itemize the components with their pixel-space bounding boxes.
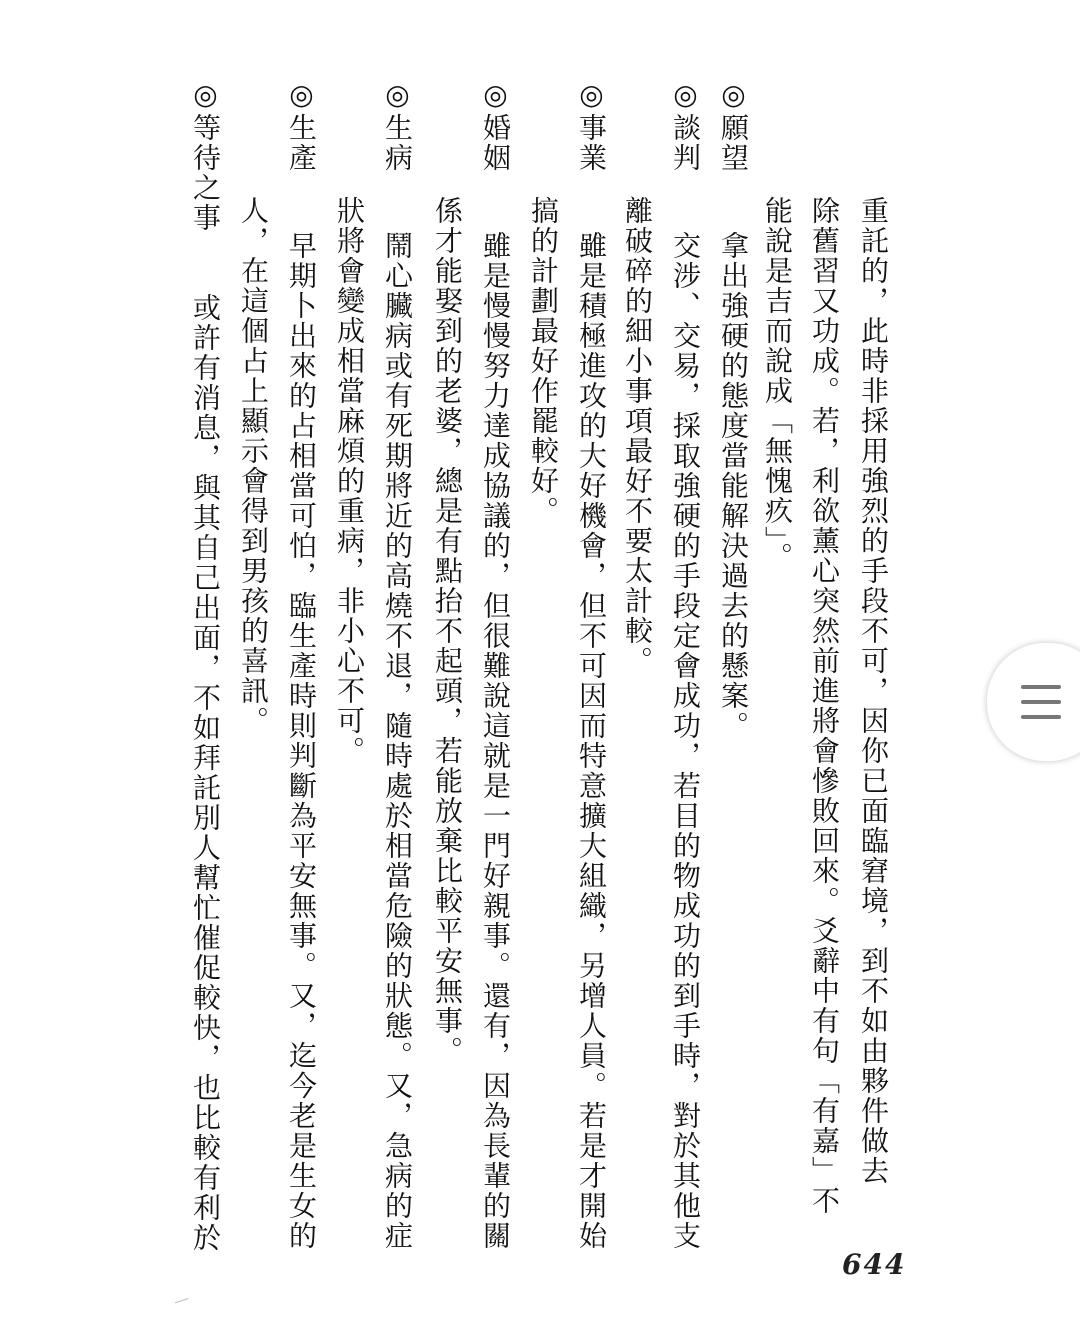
section-label-illness: ◎生病 [381,78,414,173]
text-column-1 [856,196,890,1186]
section-label-waiting: ◎等待之事 [189,78,222,233]
column-text: 除舊習又功成。若，利欲薰心突然前進將會慘敗回來。爻辭中有句「有嘉」不 [808,196,841,1216]
section-label-marriage: ◎婚姻 [479,78,512,173]
text-column-negotiation-cont [620,196,654,676]
page-number: 644 [842,1248,907,1281]
section-label-negotiation: ◎談判 [669,78,702,173]
column-text: 鬧心臟病或有死期將近的高燒不退，隨時處於相當危險的狀態。又，急病的症 [381,231,414,1251]
section-marriage [478,78,512,1251]
scan-mark [175,1298,191,1311]
section-wish [716,78,750,741]
section-childbirth [284,78,318,1251]
column-text: 係才能娶到的老婆，總是有點抬不起頭，若能放棄比較平安無事。 [431,196,464,1066]
column-text: 人，在這個占上顯示會得到男孩的喜訊。 [237,196,270,736]
column-text: 能說是吉而說成「無愧疚」。 [761,196,794,572]
text-column-2 [807,196,841,1216]
column-text: 雖是積極進攻的大好機會，但不可因而特意擴大組織，另增人員。若是才開始 [575,231,608,1251]
text-column-3 [760,196,794,572]
column-text: 重託的，此時非採用強烈的手段不可，因你已面臨窘境，到不如由夥件做去 [857,196,890,1186]
section-career [574,78,608,1251]
column-text: 狀將會變成相當麻煩的重病，非小心不可。 [333,196,366,766]
text-column-marriage-cont [430,196,464,1066]
column-text: 離破碎的細小事項最好不要太計較。 [621,196,654,676]
text-column-childbirth-cont [236,196,270,736]
column-text: 早期卜出來的占相當可怕，臨生產時則判斷為平安無事。又，迄今老是生女的 [285,231,318,1251]
column-text: 雖是慢慢努力達成協議的，但很難說這就是一門好親事。還有，因為長輩的關 [479,231,512,1251]
column-text: 交涉、交易，採取強硬的手段定會成功，若目的物成功的到手時，對於其他支 [669,231,702,1251]
hamburger-menu-icon [1021,685,1061,719]
section-negotiation [668,78,702,1251]
section-waiting [188,78,222,1253]
column-text: 拿出強硬的態度當能解決過去的懸案。 [717,231,750,741]
text-column-career-cont [526,196,560,526]
section-label-childbirth: ◎生產 [285,78,318,173]
column-text: 搞的計劃最好作罷較好。 [527,196,560,526]
section-label-wish: ◎願望 [717,78,750,173]
section-label-career: ◎事業 [575,78,608,173]
column-text: 或許有消息，與其自己出面，不如拜託別人幫忙催促較快，也比較有利於 [189,293,222,1253]
section-illness [380,78,414,1251]
text-column-illness-cont [332,196,366,766]
